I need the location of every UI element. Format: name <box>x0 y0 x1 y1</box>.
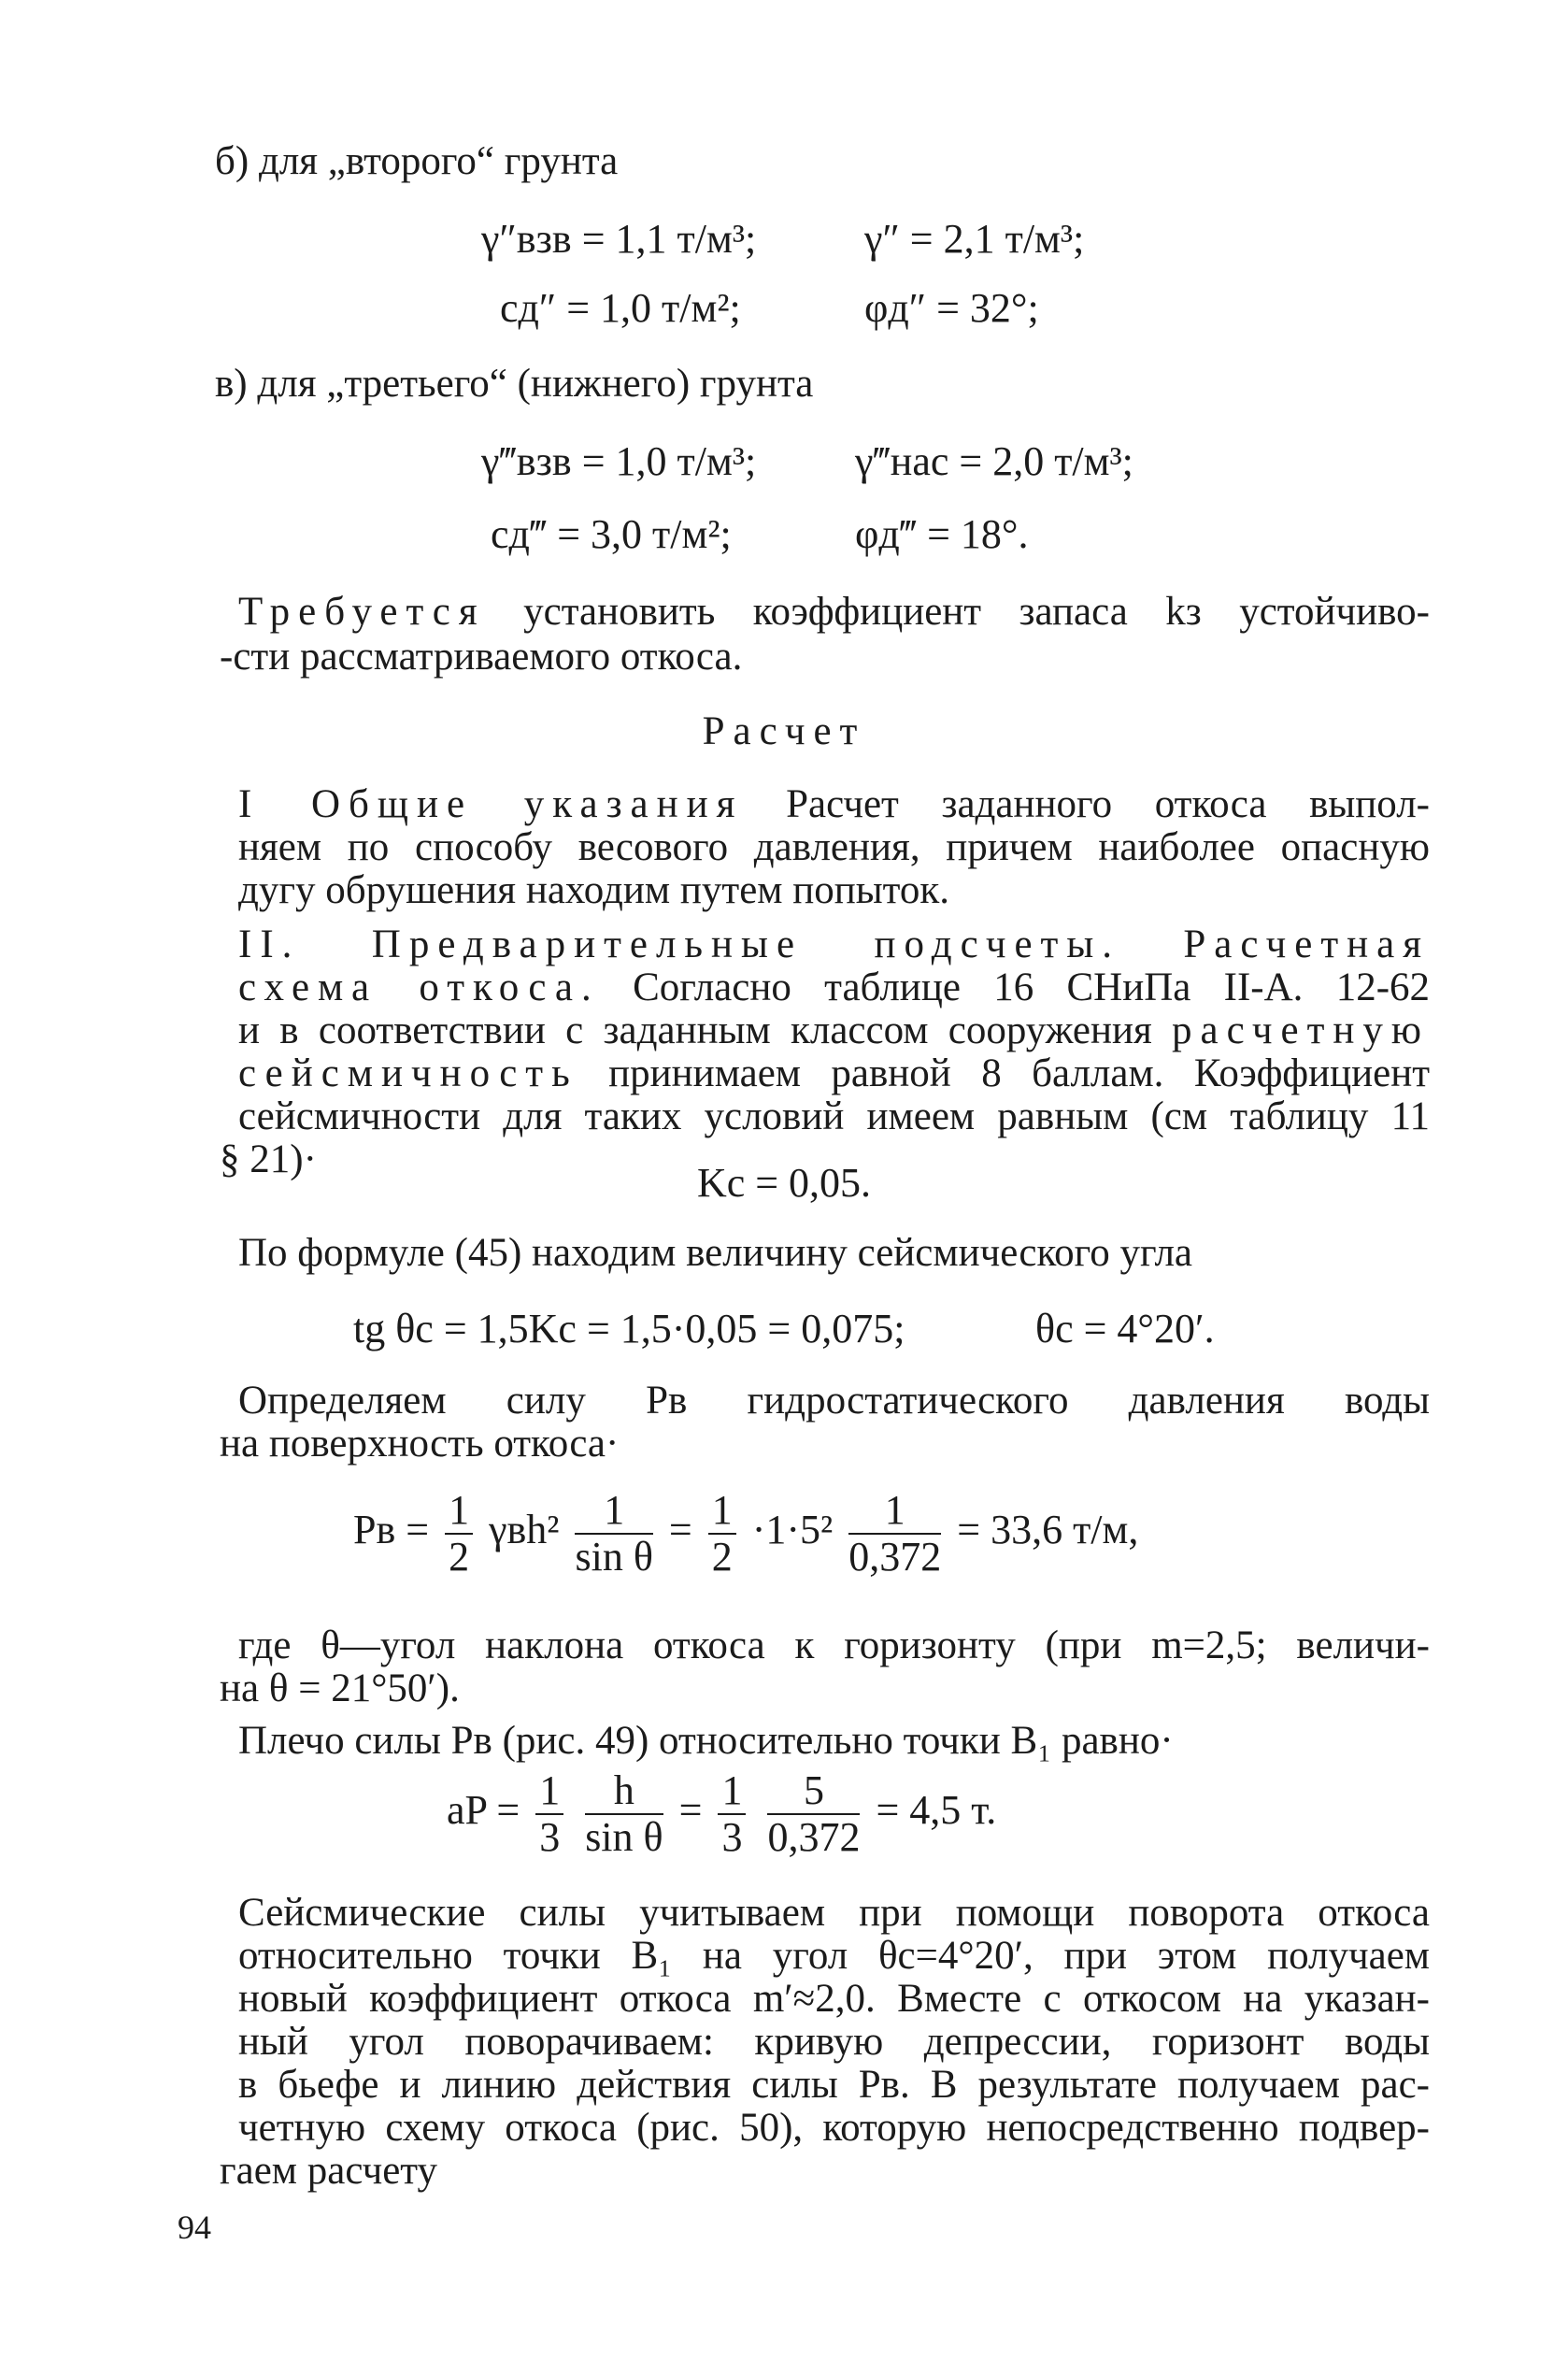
ap-frac-2 <box>585 1767 663 1860</box>
pv-text-line-2: на поверхность откоса· <box>220 1422 620 1466</box>
task-word: Требуется <box>238 590 486 634</box>
ap-equals: = <box>678 1787 703 1834</box>
p2-line-4-b: принимаем равной 8 баллам. Коэффициент <box>608 1051 1431 1095</box>
pv-frac-4 <box>848 1487 942 1580</box>
equation-pv <box>353 1487 1139 1580</box>
soil2-gamma: γ″ = 2,1 т/м³; <box>864 216 1085 262</box>
equation-theta-c: θс = 4°20′. <box>1035 1306 1215 1351</box>
p2-line-6: § 21)· <box>220 1137 317 1181</box>
task-line-1 <box>238 591 1430 634</box>
soil3-phi: φд‴ = 18°. <box>855 511 1029 557</box>
ap-lhs: aP = <box>447 1787 520 1834</box>
soil2-cohesion: cд″ = 1,0 т/м²; <box>500 285 741 331</box>
p2-line-2 <box>238 966 1430 1009</box>
final-line-7: гаем расчету <box>220 2149 438 2193</box>
where-line-1: где θ—угол наклона откоса к горизонту (при m=2,5; величи- <box>238 1623 1430 1667</box>
equation-ap <box>447 1767 997 1860</box>
p1-line-1-rest: Расчет заданного откоса выпол- <box>786 782 1431 826</box>
ap-frac-4-den: 0,372 <box>767 1814 861 1860</box>
pv-frac-1-num: 1 <box>445 1490 473 1535</box>
ap-frac-3-num: 1 <box>718 1770 746 1815</box>
p2-line-3 <box>238 1009 1430 1052</box>
p2-line-2-rest: Согласно таблице 16 СНиПа II-А. 12-62 <box>633 965 1431 1009</box>
final-line-1: Сейсмические силы учитываем при помощи поворота откоса <box>238 1891 1430 1935</box>
ap-frac-3 <box>718 1767 746 1860</box>
p2-line-2-spaced: схема откоса. <box>238 965 600 1009</box>
pv-frac-3-num: 1 <box>708 1490 736 1535</box>
pv-rhs: = 33,6 т/м, <box>957 1507 1139 1553</box>
ap-frac-1-num: 1 <box>535 1770 563 1815</box>
pv-frac-4-num: 1 <box>848 1490 941 1535</box>
heading-second-soil: б) для „второго“ грунта <box>215 139 619 183</box>
final-line-2: относительно точки B₁ на угол θс=4°20′, при этом получаем <box>238 1934 1430 1978</box>
ap-rhs: = 4,5 т. <box>876 1787 997 1834</box>
ap-frac-1-den: 3 <box>539 1814 561 1860</box>
soil3-cohesion: cд‴ = 3,0 т/м²; <box>491 511 732 557</box>
arm-text: Плечо силы Pв (рис. 49) относительно точки B₁ равно· <box>238 1719 1174 1763</box>
pv-frac-2-den: sin θ <box>575 1534 653 1580</box>
pv-mid-2: ·1·5² <box>751 1507 834 1553</box>
ap-frac-4-num: 5 <box>767 1770 860 1815</box>
p2-line-4-a: сейсмичность <box>238 1051 578 1095</box>
final-line-6: четную схему откоса (рис. 50), которую непосредственно подвер- <box>238 2106 1430 2150</box>
pv-text-line-1: Определяем силу Pв гидростатического давления воды <box>238 1379 1430 1423</box>
pv-frac-3-den: 2 <box>711 1534 733 1580</box>
p1-line-3: дугу обрушения находим путем попыток. <box>238 868 950 912</box>
equation-tg: tg θс = 1,5Kс = 1,5·0,05 = 0,075; <box>353 1306 905 1351</box>
formula45-text: По формуле (45) находим величину сейсмического угла <box>238 1231 1192 1275</box>
p2-line-3-a: и в соответствии с заданным классом сооружения <box>238 1008 1152 1052</box>
p1-spaced-heading: I Общие указания <box>238 782 744 826</box>
p2-line-4 <box>238 1052 1430 1095</box>
ap-frac-2-num: h <box>585 1770 663 1815</box>
soil3-gamma-vzv: γ‴взв = 1,0 т/м³; <box>481 438 757 484</box>
pv-frac-2 <box>575 1487 653 1580</box>
equation-kc: Kс = 0,05. <box>696 1160 872 1206</box>
ap-frac-2-den: sin θ <box>585 1814 663 1860</box>
p2-line-5: сейсмичности для таких условий имеем равным (см таблицу 11 <box>238 1094 1430 1138</box>
p2-spaced-1: II. Предварительные подсчеты. <box>238 922 1120 966</box>
p1-line-2: няем по способу весового давления, причем наиболее опасную <box>238 825 1430 869</box>
task-line-2: -сти рассматриваемого откоса. <box>220 635 743 679</box>
pv-frac-1 <box>445 1487 473 1580</box>
final-line-3: новый коэффициент откоса m′≈2,0. Вместе с откосом на указан- <box>238 1977 1430 2021</box>
pv-mid-1: γвh² <box>489 1507 560 1553</box>
ap-frac-3-den: 3 <box>721 1814 743 1860</box>
p2-spaced-2: Расчетная <box>1183 922 1430 966</box>
ap-frac-4 <box>767 1767 861 1860</box>
pv-lhs: Pв = <box>353 1507 430 1553</box>
where-line-2: на θ = 21°50′). <box>220 1666 460 1710</box>
final-line-5: в бьефе и линию действия силы Pв. В результате получаем рас- <box>238 2063 1430 2107</box>
pv-equals: = <box>668 1507 692 1553</box>
p2-line-1 <box>238 923 1430 966</box>
ap-frac-1 <box>535 1767 563 1860</box>
soil3-gamma-nas: γ‴нас = 2,0 т/м³; <box>855 438 1133 484</box>
section-title: Расчет <box>702 709 866 753</box>
pv-frac-4-den: 0,372 <box>848 1534 942 1580</box>
final-line-4: ный угол поворачиваем: кривую депрессии, горизонт воды <box>238 2020 1430 2064</box>
task-rest: установить коэффициент запаса kз устойчиво- <box>523 590 1431 634</box>
p1-line-1 <box>238 783 1430 826</box>
p2-line-3-b: расчетную <box>1172 1008 1430 1052</box>
pv-frac-3 <box>708 1487 736 1580</box>
page-number: 94 <box>178 2209 211 2246</box>
soil2-phi: φд″ = 32°; <box>864 285 1039 331</box>
pv-frac-2-num: 1 <box>575 1490 652 1535</box>
pv-frac-1-den: 2 <box>449 1534 470 1580</box>
soil2-gamma-vzv: γ″взв = 1,1 т/м³; <box>481 216 757 262</box>
heading-third-soil: в) для „третьего“ (нижнего) грунта <box>215 362 814 406</box>
